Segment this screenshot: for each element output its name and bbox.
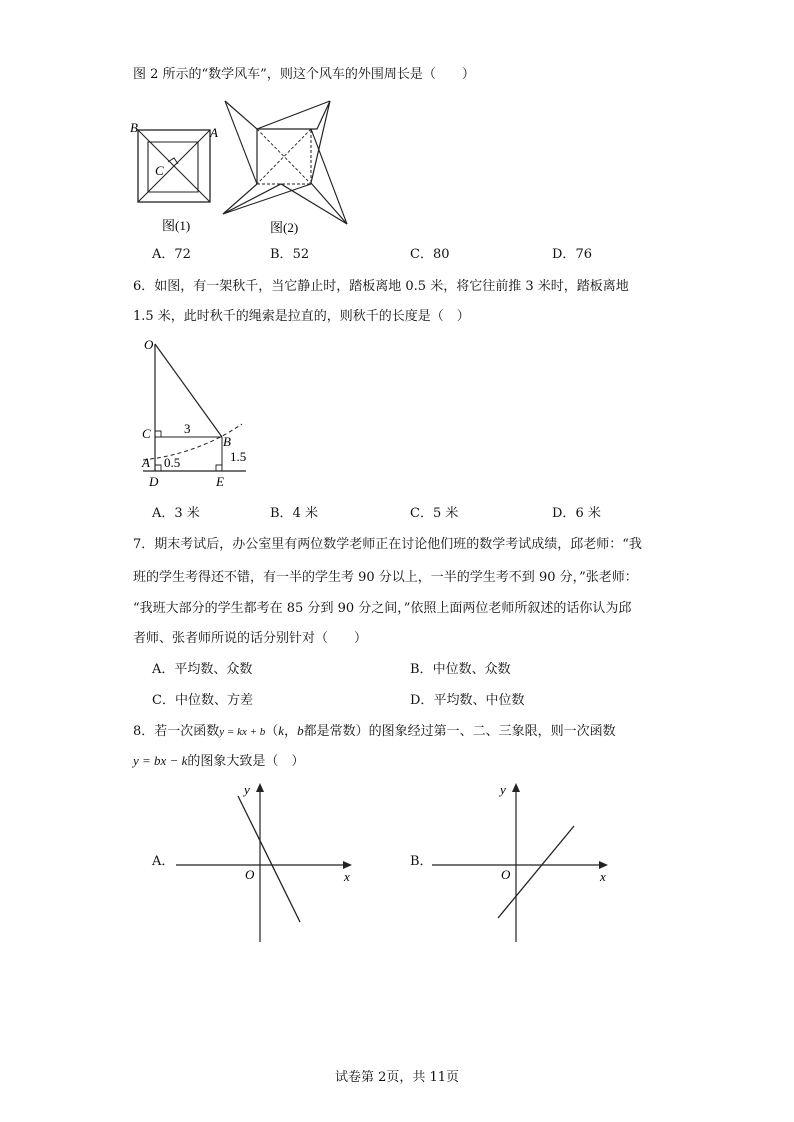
q6-option-d[interactable] [552, 505, 601, 523]
fig2-blade-4 [223, 184, 311, 214]
fig1-label-b: B [130, 120, 138, 135]
q6-line-1: 6．如图，有一架秋千，当它静止时，踏板离地 0.5 米，将它往前推 3 米时，踏板离地 [133, 279, 629, 294]
q6-swing-figure [138, 334, 268, 494]
fig1-label-a: A [210, 125, 218, 140]
option-letter: A． [152, 247, 175, 262]
label-a: A [142, 455, 150, 470]
option-text: 平均数、众数 [174, 662, 253, 677]
q8-formula-2: y = bx − k [133, 753, 188, 768]
fig2-blade-1 [225, 101, 257, 184]
q8-line-2 [133, 752, 304, 771]
graph-a-y-label: y [244, 782, 250, 797]
option-letter: B． [410, 662, 433, 677]
q8-option-a-letter[interactable]: A． [152, 854, 175, 869]
page-footer: 试卷第 2页，共 11页 [334, 1070, 460, 1085]
graph-b-y-arrow [512, 783, 520, 792]
q8-sep: ， [284, 724, 298, 739]
label-0-5: 0.5 [164, 455, 181, 470]
q7-option-a[interactable] [152, 661, 252, 679]
q8-b: b [297, 723, 304, 738]
q6-option-c[interactable] [410, 505, 458, 523]
graph-a-x-arrow [343, 861, 352, 869]
option-letter: A． [152, 506, 175, 521]
option-text: 80 [432, 247, 450, 262]
option-letter: B． [270, 506, 293, 521]
fig1-caption: 图(1) [162, 218, 191, 233]
label-e: E [216, 474, 224, 489]
q7-line-3: “我班大部分的学生都考在 85 分到 90 分之间，”依照上面两位老师所叙述的话你认为邱 [133, 601, 632, 616]
option-text: 52 [292, 247, 310, 262]
q8-line2-suffix: 的图象大致是（ ） [187, 754, 305, 769]
graph-b-y-label: y [500, 782, 506, 797]
right-angle-a [155, 465, 161, 471]
q8-prefix: 8．若一次函数 [133, 724, 220, 739]
option-text: 3 米 [174, 506, 200, 521]
label-1-5: 1.5 [230, 449, 247, 464]
q8-line-1 [133, 722, 616, 741]
q5-option-a[interactable] [152, 246, 191, 264]
graph-b-origin: O [501, 867, 511, 882]
option-text: 6 米 [575, 506, 601, 521]
option-letter: C． [410, 506, 433, 521]
option-text: 平均数、中位数 [433, 693, 525, 708]
q5-option-b[interactable] [270, 246, 309, 264]
q8-k: k [278, 723, 285, 738]
q6-line-2: 1.5 米，此时秋千的绳索是拉直的，则秋千的长度是（ ） [133, 309, 470, 324]
label-c: C [142, 426, 151, 441]
q5-figure-1 [128, 118, 218, 240]
option-letter: C． [410, 247, 433, 262]
fig2-caption: 图(2) [270, 220, 299, 235]
q8-graph-a[interactable] [172, 778, 362, 946]
graph-a-y-arrow [256, 783, 264, 792]
fig2-windmill-outline [223, 101, 347, 224]
q8-option-b-letter[interactable]: B． [410, 854, 433, 869]
q6-option-a[interactable] [152, 505, 200, 523]
graph-b-x-label: x [600, 869, 606, 884]
option-text: 中位数、方差 [174, 693, 253, 708]
option-text: 72 [174, 247, 191, 262]
q8-suffix: 都是常数）的图象经过第一、二、三象限，则一次函数 [303, 724, 616, 739]
q5-stem: 图 2 所示的“数学风车”，则这个风车的外围周长是（ ） [133, 67, 475, 82]
q7-line-1: 7．期末考试后，办公室里有两位数学老师正在讨论他们班的数学考试成绩，邱老师：“我 [133, 537, 642, 552]
fig1-label-c: C [155, 163, 164, 178]
q8-graph-b[interactable] [428, 778, 618, 946]
label-d: D [149, 474, 159, 489]
option-text: 5 米 [432, 506, 459, 521]
q7-option-c[interactable] [152, 692, 253, 710]
option-letter: D． [552, 506, 576, 521]
q7-line-4: 者师、张者师所说的话分别针对（ ） [133, 631, 368, 646]
label-b: B [223, 434, 231, 449]
option-letter: C． [152, 693, 175, 708]
option-letter: D． [552, 247, 576, 262]
q8-open: （ [265, 724, 279, 739]
q5-figure-2 [220, 96, 370, 240]
fig2-blade-3 [311, 129, 347, 224]
right-angle-c [155, 431, 161, 437]
q6-option-b[interactable] [270, 505, 318, 523]
option-text: 4 米 [292, 506, 318, 521]
right-angle-e [216, 465, 222, 471]
q7-option-d[interactable] [410, 692, 524, 710]
graph-b-x-arrow [599, 861, 608, 869]
graph-a-origin: O [245, 867, 255, 882]
option-text: 中位数、众数 [432, 662, 511, 677]
label-3: 3 [184, 421, 191, 436]
q5-option-d[interactable] [552, 246, 592, 264]
graph-a-line [238, 796, 300, 922]
option-letter: D． [410, 693, 434, 708]
q7-line-2: 班的学生考得还不错，有一半的学生考 90 分以上，一半的学生考不到 90 分，”张老师： [133, 570, 638, 585]
q7-option-b[interactable] [410, 661, 511, 679]
graph-a-x-label: x [344, 869, 350, 884]
q8-formula-1: y = kx + b [219, 726, 266, 738]
q5-option-c[interactable] [410, 246, 450, 264]
option-text: 76 [575, 247, 592, 262]
label-o: O [144, 337, 154, 352]
option-letter: A． [152, 662, 175, 677]
option-letter: B． [270, 247, 293, 262]
